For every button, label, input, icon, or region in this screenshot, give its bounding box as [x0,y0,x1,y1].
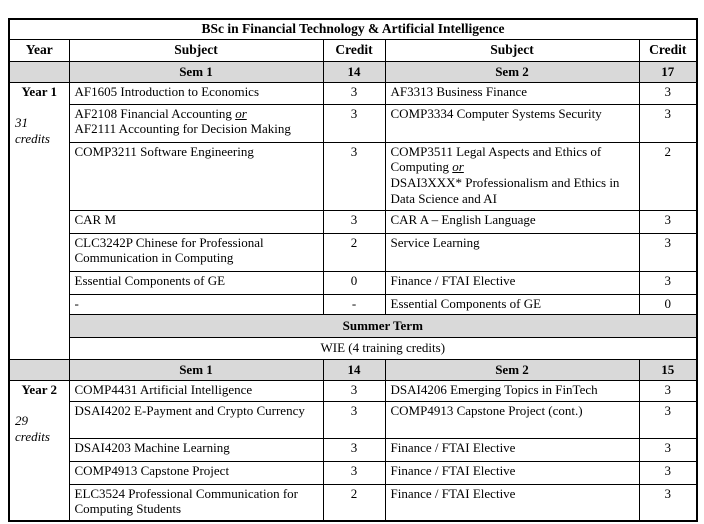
year1-credits: 31 credits [15,115,50,147]
credit-cell: 3 [639,233,697,271]
subject-cell: Essential Components of GE [385,294,639,314]
subject-cell: AF3313 Business Finance [385,82,639,104]
credit-cell: - [323,294,385,314]
credit-cell: 2 [323,484,385,521]
year2-credits: 29 credits [15,413,50,445]
subject-cell: - [69,294,323,314]
subject-cell [385,142,639,210]
credit-cell: 3 [639,484,697,521]
subject-cell [69,104,323,142]
subject-cell: Service Learning [385,233,639,271]
year2-label: Year 2 [21,381,57,397]
credit-cell: 3 [639,401,697,438]
credit-cell: 2 [639,142,697,210]
subject-cell: COMP3211 Software Engineering [69,142,323,210]
or-conjunction: or [452,159,464,175]
credit-cell: 3 [323,82,385,104]
credit-cell: 3 [323,438,385,461]
subject-cell: COMP3334 Computer Systems Security [385,104,639,142]
credit-cell: 3 [639,82,697,104]
credit-cell: 3 [639,438,697,461]
header-credit-sem2: Credit [639,39,697,61]
credit-cell: 3 [323,104,385,142]
curriculum-table-container [8,18,698,522]
year2-sem1-total: 14 [323,359,385,380]
year1-cell [9,82,69,359]
header-subject-sem1: Subject [69,39,323,61]
subject-cell: DSAI4203 Machine Learning [69,438,323,461]
wie-label: WIE (4 training credits) [69,337,697,359]
subject-cell: Essential Components of GE [69,271,323,294]
or-conjunction: or [235,105,247,121]
subject-cell: CLC3242P Chinese for Professional Communication in Computing [69,233,323,271]
credit-cell: 3 [639,461,697,484]
year1-sem-row-spacer [9,61,69,82]
subject-cell: COMP4913 Capstone Project [69,461,323,484]
credit-cell: 2 [323,233,385,271]
year2-cell [9,380,69,521]
subject-cell: DSAI4206 Emerging Topics in FinTech [385,380,639,401]
credit-cell: 0 [323,271,385,294]
year2-sem2-label: Sem 2 [385,359,639,380]
header-subject-sem2: Subject [385,39,639,61]
credit-cell: 0 [639,294,697,314]
subject-text: AF2108 Financial Accounting [74,105,232,121]
subject-text: COMP3511 Legal Aspects and Ethics of Computing [390,143,602,175]
credit-cell: 3 [639,210,697,233]
credit-cell: 3 [323,142,385,210]
credit-cell: 3 [323,380,385,401]
curriculum-table [8,18,698,522]
subject-cell: Finance / FTAI Elective [385,484,639,521]
subject-cell: CAR A – English Language [385,210,639,233]
table-title: BSc in Financial Technology & Artificial Intelligence [9,19,697,39]
credit-cell: 3 [323,461,385,484]
credit-cell: 3 [639,380,697,401]
subject-cell: DSAI4202 E-Payment and Crypto Currency [69,401,323,438]
subject-text: AF2111 Accounting for Decision Making [74,121,291,137]
year2-sem1-label: Sem 1 [69,359,323,380]
subject-cell: ELC3524 Professional Communication for Computing Students [69,484,323,521]
credit-cell: 3 [323,401,385,438]
subject-cell: AF1605 Introduction to Economics [69,82,323,104]
year2-sem2-total: 15 [639,359,697,380]
year1-sem1-label: Sem 1 [69,61,323,82]
year1-label: Year 1 [21,83,57,99]
subject-cell: CAR M [69,210,323,233]
subject-text: DSAI3XXX* Professionalism and Ethics in Data Science and AI [390,175,620,207]
credit-cell: 3 [639,104,697,142]
year1-sem2-total: 17 [639,61,697,82]
year2-sem-row-spacer [9,359,69,380]
subject-cell: Finance / FTAI Elective [385,461,639,484]
subject-cell: COMP4913 Capstone Project (cont.) [385,401,639,438]
header-credit-sem1: Credit [323,39,385,61]
summer-term-label: Summer Term [69,314,697,337]
year1-sem2-label: Sem 2 [385,61,639,82]
subject-cell: COMP4431 Artificial Intelligence [69,380,323,401]
year1-sem1-total: 14 [323,61,385,82]
subject-cell: Finance / FTAI Elective [385,438,639,461]
credit-cell: 3 [323,210,385,233]
header-year: Year [9,39,69,61]
subject-cell: Finance / FTAI Elective [385,271,639,294]
credit-cell: 3 [639,271,697,294]
